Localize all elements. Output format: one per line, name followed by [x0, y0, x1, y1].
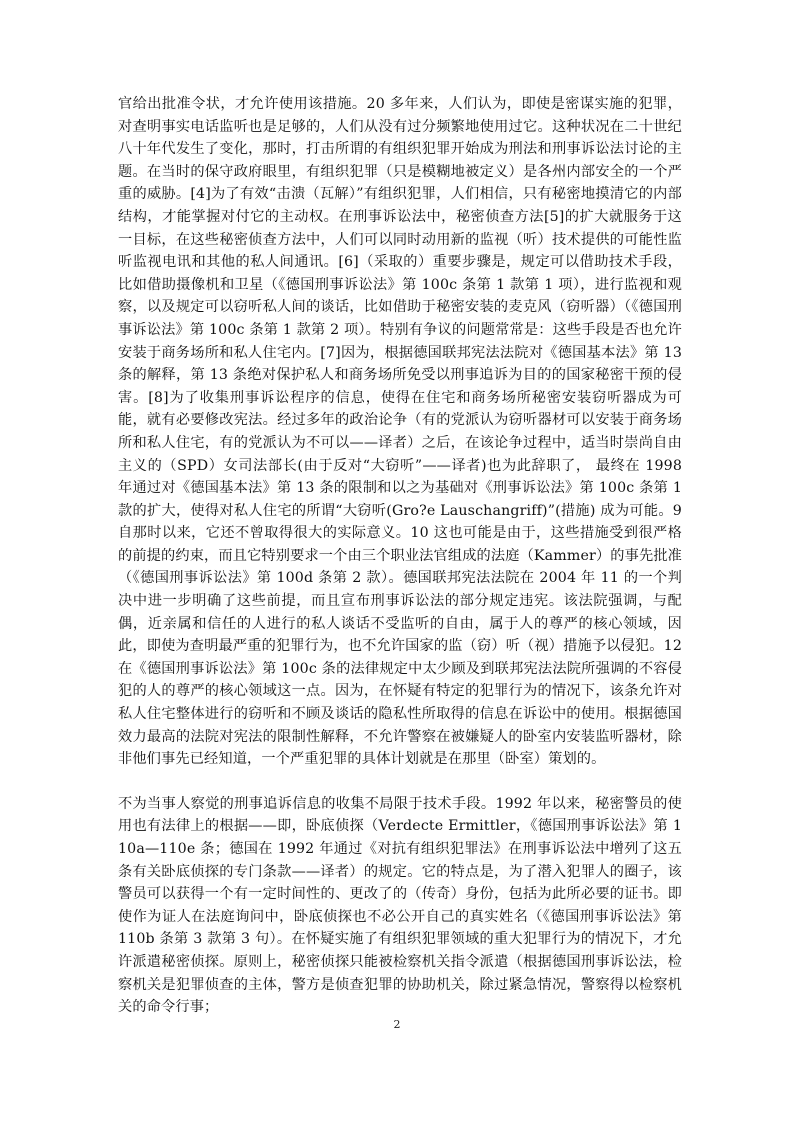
document-body	[118, 93, 682, 1019]
paragraph-surveillance-history: 官给出批准令状，才允许使用该措施。20 多年来，人们认为，即使是密谋实施的犯罪，对查明事实电话监听也是足够的，人们从没有过分频繁地使用过它。这种状况在二十世纪八十年代发生了变化，那时，打击所谓的有组织犯罪开始成为刑法和刑事诉讼法讨论的主题。在当时的保守政府眼里，有组织犯罪（只是模糊地被定义）是各州内部安全的一个严重的威胁。[4]为了有效“击溃（瓦解）”有组织犯罪，人们相信，只有秘密地摸清它的内部结构，才能掌握对付它的主动权。在刑事诉讼法中，秘密侦查方法[5]的扩大就服务于这一目标，在这些秘密侦查方法中，人们可以同时动用新的监视（听）技术提供的可能性监听监视电讯和其他的私人间通讯。[6]（采取的）重要步骤是，规定可以借助技术手段，比如借助摄像机和卫星（《德国刑事诉讼法》第 100c 条第 1 款第 1 项），进行监视和观察，以及规定可以窃听私人间的谈话，比如借助于秘密安装的麦克风（窃听器）（《德国刑事诉讼法》第 100c 条第 1 款第 2 项）。特别有争议的问题常常是：这些手段是否也允许安装于商务场所和私人住宅内。[7]因为，根据德国联邦宪法法院对《德国基本法》第 13 条的解释，第 13 条绝对保护私人和商务场所免受以刑事追诉为目的的国家秘密干预的侵害。[8]为了收集刑事诉讼程序的信息，使得在住宅和商务场所秘密安装窃听器成为可能，就有必要修改宪法。经过多年的政治论争（有的党派认为窃听器材可以安装于商务场所和私人住宅，有的党派认为不可以——译者）之后，在该论争过程中，适当时崇尚自由主义的（SPD）女司法部长(由于反对“大窃听”——译者)也为此辞职了， 最终在 1998 年通过对《德国基本法》第 13 条的限制和以之为基础对《刑事诉讼法》第 100c 条第 1 款的扩大，使得对私人住宅的所谓“大窃听(Gro?e Lauschangriff)”(措施) 成为可能。9 自那时以来，它还不曾取得很大的实际意义。10 这也可能是由于，这些措施受到很严格的前提的约束，而且它特别要求一个由三个职业法官组成的法庭（Kammer）的事先批准（《德国刑事诉讼法》第 100d 条第 2 款）。德国联邦宪法法院在 2004 年 11 的一个判决中进一步明确了这些前提，而且宣布刑事诉讼法的部分规定违宪。该法院强调，与配偶，近亲属和信任的人进行的私人谈话不受监听的自由，属于人的尊严的核心领域，因此，即使为查明最严重的犯罪行为，也不允许国家的监（窃）听（视）措施予以侵犯。12 在《德国刑事诉讼法》第 100c 条的法律规定中太少顾及到联邦宪法法院所强调的不容侵犯的人的尊严的核心领域这一点。因为，在怀疑有特定的犯罪行为的情况下，该条允许对私人住宅整体进行的窃听和不顾及谈话的隐私性所取得的信息在诉讼中的使用。根据德国效力最高的法院对宪法的限制性解释，不允许警察在被嫌疑人的卧室内安装监听器材，除非他们事先已经知道，一个严重犯罪的具体计划就是在那里（卧室）策划的。	[118, 96, 682, 768]
page-number: 2	[393, 1018, 401, 1031]
paragraph-undercover-agents: 不为当事人察觉的刑事追诉信息的收集不局限于技术手段。1992 年以来，秘密警员的使用也有法律上的根据——即，卧底侦探（Verdecte Ermittler，《德国刑事诉讼法》第 110a—110e 条；德国在 1992 年通过《对抗有组织犯罪法》在刑事诉讼法中增列了这五条有关卧底侦探的专门条款——译者）的规定。它的特点是，为了潜入犯罪人的圈子，该警员可以获得一个有一定时间性的、更改了的（传奇）身份，包括为此所必要的证书。即使作为证人在法庭询问中，卧底侦探也不必公开自己的真实姓名（《德国刑事诉讼法》第 110b 条第 3 款第 3 句）。在怀疑实施了有组织犯罪领域的重大犯罪行为的情况下，才允许派遣秘密侦探。原则上，秘密侦探只能被检察机关指令派遣（根据德国刑事诉讼法，检察机关是犯罪侦查的主体，警方是侦查犯罪的协助机关，除过紧急情况，警察得以检察机关的命令行事；	[118, 795, 682, 1016]
paragraph-spacer	[118, 771, 682, 793]
